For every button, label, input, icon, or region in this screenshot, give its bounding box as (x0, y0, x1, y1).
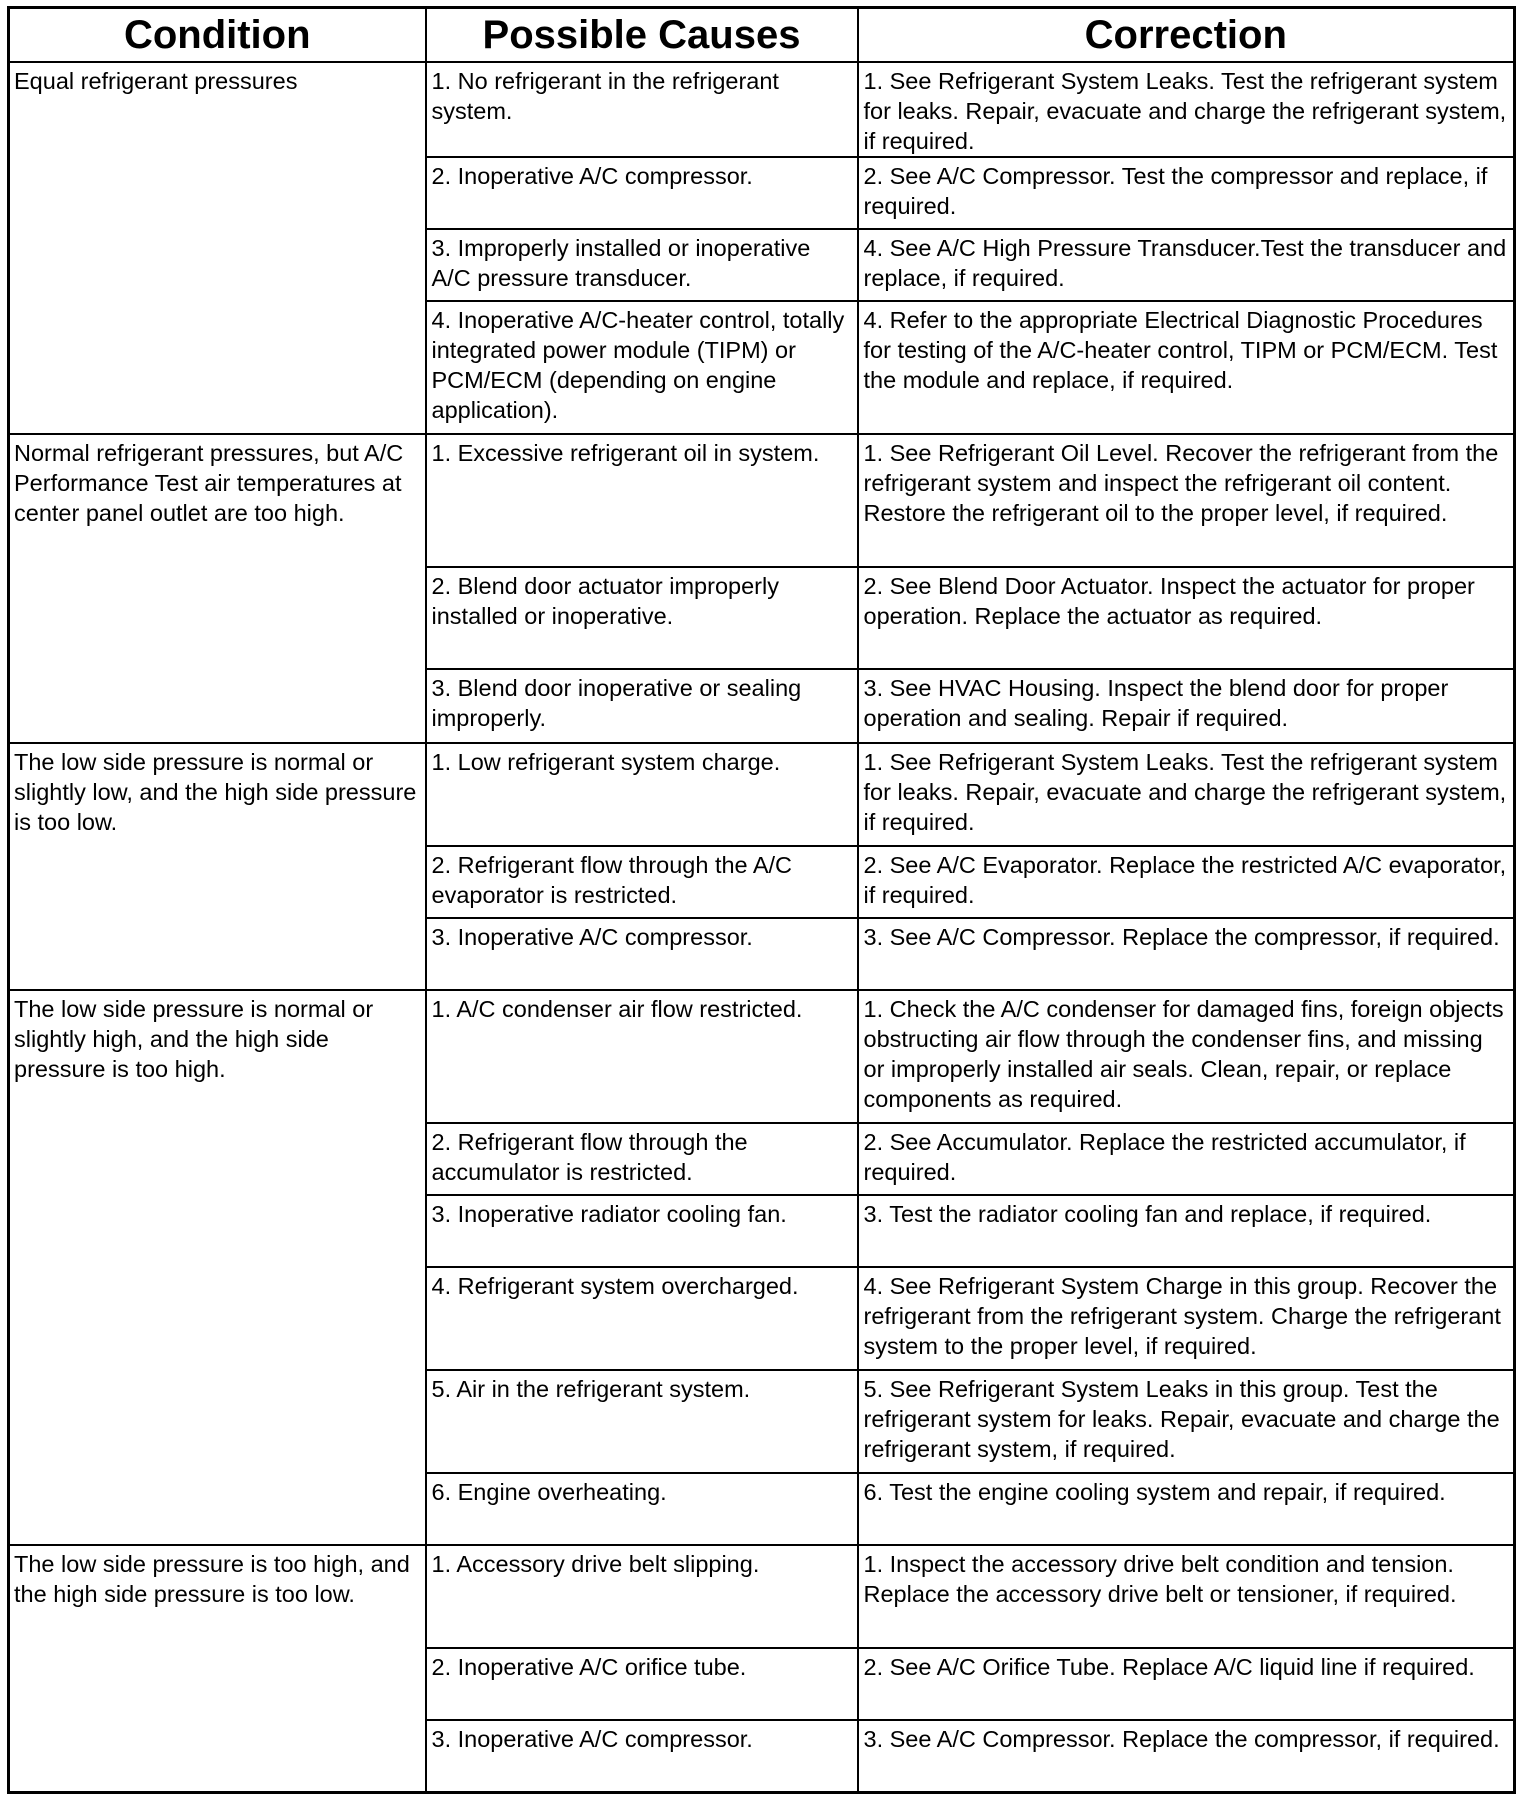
cause-cell: 2. Inoperative A/C compressor. (426, 157, 858, 229)
cause-cell: 2. Refrigerant flow through the A/C evaporator is restricted. (426, 846, 858, 918)
cause-cell: 1. No refrigerant in the refrigerant system. (426, 62, 858, 157)
correction-cell: 2. See A/C Orifice Tube. Replace A/C liquid line if required. (858, 1648, 1515, 1720)
cause-cell: 1. Excessive refrigerant oil in system. (426, 434, 858, 567)
table-row (9, 434, 1515, 567)
cause-cell: 6. Engine overheating. (426, 1473, 858, 1545)
header-possible-causes: Possible Causes (426, 8, 858, 63)
correction-cell: 1. Check the A/C condenser for damaged fins, foreign objects obstructing air flow through the condenser fins, and missing or improperly installed air seals. Clean, repair, or replace components as required. (858, 990, 1515, 1123)
correction-cell: 2. See Blend Door Actuator. Inspect the actuator for proper operation. Replace the actuator as required. (858, 567, 1515, 669)
table-row (9, 62, 1515, 157)
condition-cell: Normal refrigerant pressures, but A/C Performance Test air temperatures at center panel outlet are too high. (9, 434, 426, 742)
cause-cell: 3. Blend door inoperative or sealing improperly. (426, 669, 858, 742)
correction-cell: 1. See Refrigerant Oil Level. Recover the refrigerant from the refrigerant system and inspect the refrigerant oil content. Restore the refrigerant oil to the proper level, if required. (858, 434, 1515, 567)
correction-cell: 1. Inspect the accessory drive belt condition and tension. Replace the accessory drive belt or tensioner, if required. (858, 1545, 1515, 1648)
cause-cell: 2. Blend door actuator improperly installed or inoperative. (426, 567, 858, 669)
correction-cell: 3. See A/C Compressor. Replace the compressor, if required. (858, 1720, 1515, 1792)
correction-cell: 4. See A/C High Pressure Transducer.Test the transducer and replace, if required. (858, 229, 1515, 301)
cause-cell: 1. Accessory drive belt slipping. (426, 1545, 858, 1648)
table-row (9, 1545, 1515, 1648)
cause-cell: 2. Inoperative A/C orifice tube. (426, 1648, 858, 1720)
correction-cell: 5. See Refrigerant System Leaks in this group. Test the refrigerant system for leaks. Repair, evacuate and charge the refrigerant system, if required. (858, 1370, 1515, 1473)
cause-cell: 1. Low refrigerant system charge. (426, 743, 858, 846)
correction-cell: 2. See A/C Compressor. Test the compressor and replace, if required. (858, 157, 1515, 229)
cause-cell: 1. A/C condenser air flow restricted. (426, 990, 858, 1123)
correction-cell: 4. See Refrigerant System Charge in this group. Recover the refrigerant from the refrigerant system. Charge the refrigerant system to the proper level, if required. (858, 1267, 1515, 1370)
cause-cell: 5. Air in the refrigerant system. (426, 1370, 858, 1473)
table-row (9, 743, 1515, 846)
header-correction: Correction (858, 8, 1515, 63)
header-row (9, 8, 1515, 63)
correction-cell: 4. Refer to the appropriate Electrical Diagnostic Procedures for testing of the A/C-heater control, TIPM or PCM/ECM. Test the module and replace, if required. (858, 301, 1515, 434)
condition-cell: The low side pressure is normal or slightly high, and the high side pressure is too high. (9, 990, 426, 1545)
header-condition: Condition (9, 8, 426, 63)
correction-cell: 2. See A/C Evaporator. Replace the restricted A/C evaporator, if required. (858, 846, 1515, 918)
correction-cell: 3. See A/C Compressor. Replace the compressor, if required. (858, 918, 1515, 990)
condition-cell: The low side pressure is normal or slightly low, and the high side pressure is too low. (9, 743, 426, 990)
correction-cell: 1. See Refrigerant System Leaks. Test the refrigerant system for leaks. Repair, evacuate and charge the refrigerant system, if required. (858, 62, 1515, 157)
cause-cell: 3. Inoperative A/C compressor. (426, 918, 858, 990)
table-row (9, 990, 1515, 1123)
correction-cell: 2. See Accumulator. Replace the restricted accumulator, if required. (858, 1123, 1515, 1195)
cause-cell: 3. Inoperative A/C compressor. (426, 1720, 858, 1792)
cause-cell: 2. Refrigerant flow through the accumulator is restricted. (426, 1123, 858, 1195)
correction-cell: 1. See Refrigerant System Leaks. Test the refrigerant system for leaks. Repair, evacuate and charge the refrigerant system, if required. (858, 743, 1515, 846)
condition-cell: Equal refrigerant pressures (9, 62, 426, 434)
correction-cell: 3. Test the radiator cooling fan and replace, if required. (858, 1195, 1515, 1267)
correction-cell: 3. See HVAC Housing. Inspect the blend door for proper operation and sealing. Repair if required. (858, 669, 1515, 742)
diagnosis-table (7, 6, 1516, 1794)
correction-cell: 6. Test the engine cooling system and repair, if required. (858, 1473, 1515, 1545)
cause-cell: 4. Inoperative A/C-heater control, totally integrated power module (TIPM) or PCM/ECM (depending on engine application). (426, 301, 858, 434)
condition-cell: The low side pressure is too high, and the high side pressure is too low. (9, 1545, 426, 1792)
cause-cell: 3. Inoperative radiator cooling fan. (426, 1195, 858, 1267)
cause-cell: 4. Refrigerant system overcharged. (426, 1267, 858, 1370)
cause-cell: 3. Improperly installed or inoperative A/C pressure transducer. (426, 229, 858, 301)
